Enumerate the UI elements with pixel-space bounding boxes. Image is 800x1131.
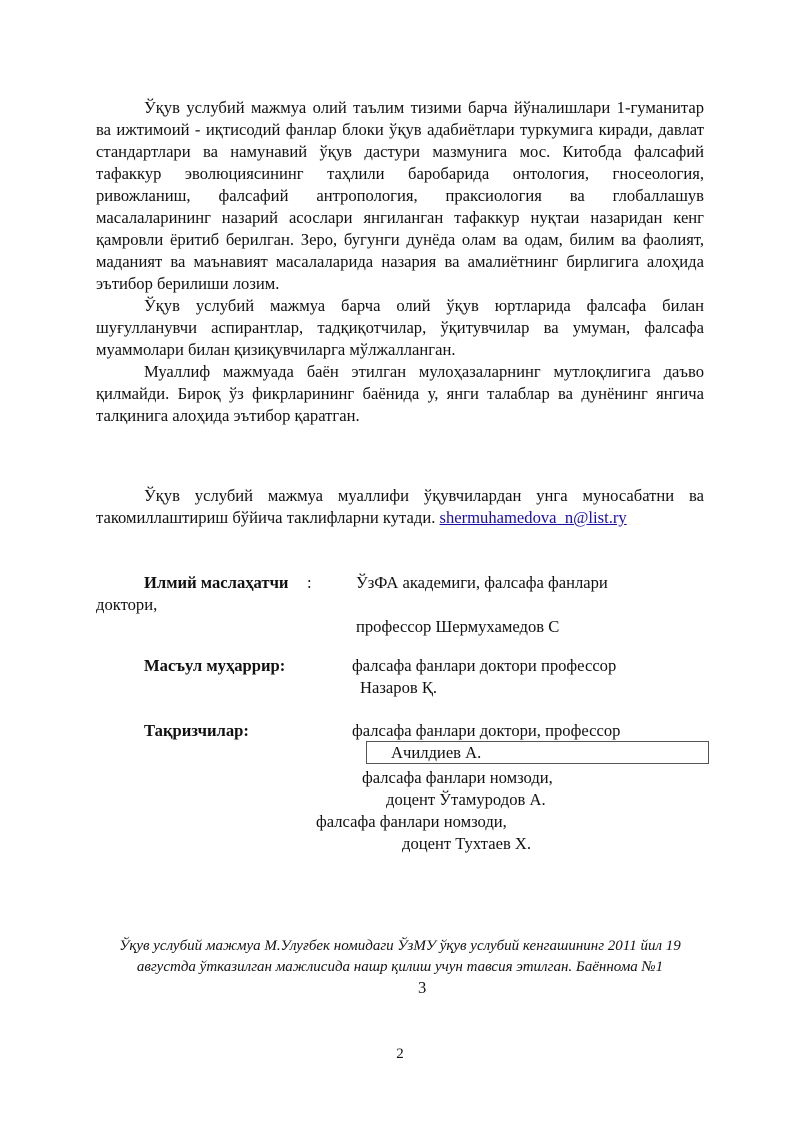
paragraph-1: Ўқув услубий мажмуа олий таълим тизими барча йўналишлари 1-гуманитар ва ижтимоий - иқтисодий фанлар блоки ўқув адабиётлари туркумига киради, давлат стандартлари ва намунавий ўқув дастури мазмунига мос. Китобда фалсафий тафаккур эволюциясининг таҳлили баробарида онтология, гносеология, ривожланиш, фалсафий антропология, праксиология ва глобаллашув масалаларининг назарий асослари янгиланган тафаккур нуқтаи назаридан кенг қамровли ёритиб берилган. Зеро, бугунги дунёда олам ва одам, билим ва фаолият, маданият ва маънавият масалаларида назария ва амалиётнинг бирлигига алоҳида эътибор берилиши лозим. bbox=[96, 98, 704, 293]
reviewer2-title: фалсафа фанлари номзоди, bbox=[362, 768, 553, 787]
reviewer2-name: доцент Ўтамуродов А. bbox=[386, 790, 546, 809]
reviewer3-title: фалсафа фанлари номзоди, bbox=[316, 812, 507, 831]
reviewer1-name: Ачилдиев А. bbox=[391, 743, 482, 762]
editor-name: Назаров Қ. bbox=[360, 678, 438, 697]
editor-title: фалсафа фанлари доктори профессор bbox=[352, 656, 617, 675]
advisor-name: профессор Шермухамедов С bbox=[356, 617, 560, 636]
reviewers-label: Тақризчилар: bbox=[144, 721, 249, 740]
advisor-colon: : bbox=[307, 573, 312, 592]
paragraph-3: Муаллиф мажмуада баён этилган мулоҳазаларнинг мутлоқлигига даъво қилмайди. Бироқ ўз фикрларининг баёнида у, янги талаблар ва дунёнинг янгича талқинига алоҳида эътибор қаратган. bbox=[96, 362, 704, 425]
advisor-title-cont: доктори, bbox=[96, 595, 158, 614]
paragraph-2: Ўқув услубий мажмуа барча олий ўқув юртларида фалсафа билан шуғулланувчи аспирантлар, тадқиқотчилар, ўқитувчилар ва умуман, фалсафа муаммолари билан қизиқувчиларга мўлжалланган. bbox=[96, 296, 704, 359]
advisor-label: Илмий маслаҳатчи bbox=[144, 573, 289, 592]
editor-label: Масъул муҳаррир: bbox=[144, 656, 286, 675]
contact-text: Ўқув услубий мажмуа муаллифи ўқувчилардан унга муносабатни ва такомиллаштириш бўйича таклифларни кутади. bbox=[96, 486, 704, 527]
approval-note-number: 3 bbox=[418, 978, 427, 997]
email-link[interactable]: shermuhamedova_n@list.ry bbox=[439, 508, 627, 527]
page-number: 2 bbox=[396, 1046, 404, 1062]
reviewer1-title: фалсафа фанлари доктори, профессор bbox=[352, 721, 621, 740]
advisor-title: ЎзФА академиги, фалсафа фанлари bbox=[356, 573, 608, 592]
approval-note: Ўқув услубий мажмуа М.Улуғбек номидаги ЎзМУ ўқув услубий кенгашининг 2011 йил 19 августда ўтказилган мажлисида нашр қилиш учун тавсия этилган. Баённома №1 bbox=[119, 938, 681, 975]
reviewer1-name-box bbox=[366, 741, 709, 764]
reviewer3-name: доцент Тухтаев Х. bbox=[402, 834, 532, 853]
